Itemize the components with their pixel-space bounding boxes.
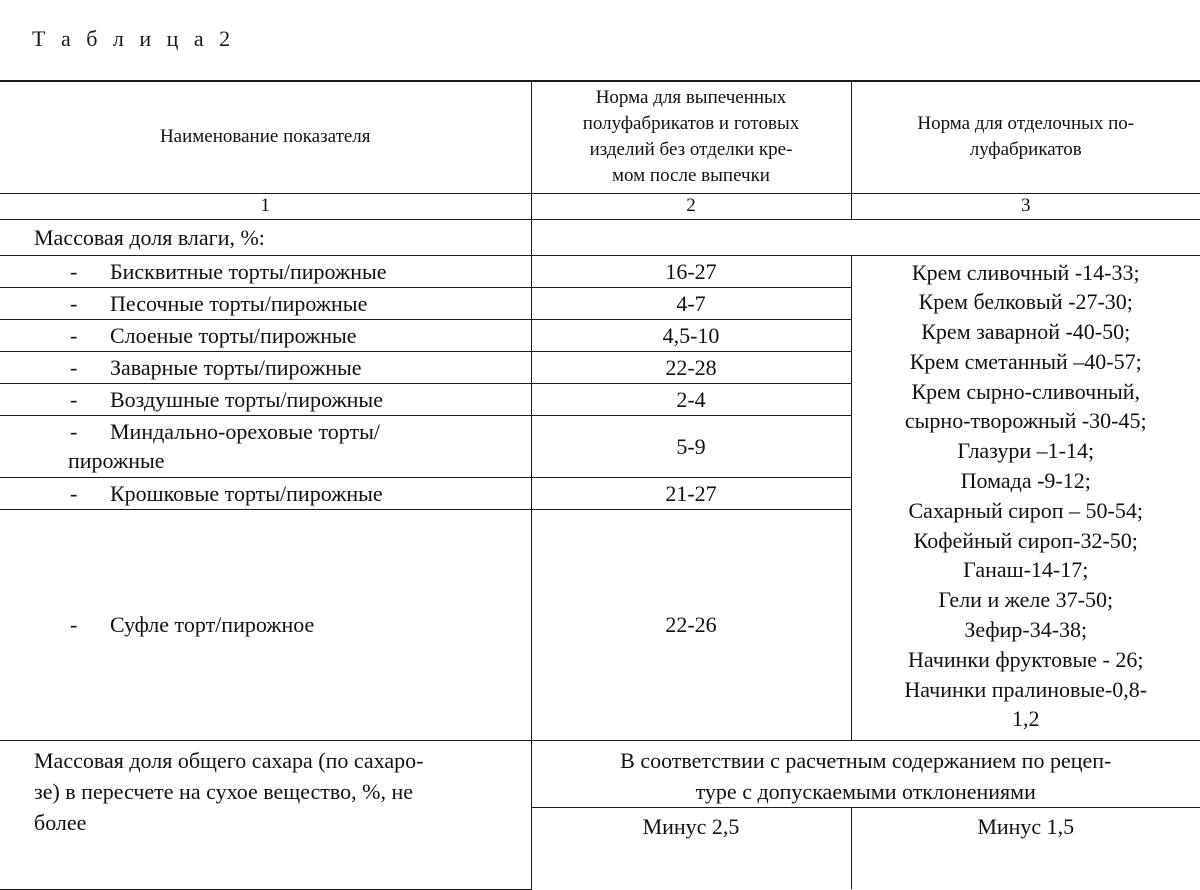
row-value: 22-26 [531,509,851,740]
row-value: 21-27 [531,477,851,509]
header-indicator-name: Наименование показателя [0,81,531,193]
finishing-norms-list [851,255,1200,740]
table-caption: Т а б л и ц а 2 [32,26,236,51]
finishing-norm-item: Крем белковый -27-30; [918,289,1133,315]
sugar-deviation-baked: Минус 2,5 [531,807,851,889]
column-number-3: 3 [851,193,1200,219]
column-number-row [0,193,1200,219]
table-row: - Слоеные торты/пирожные 4,5-10 [0,319,1200,351]
table-row: - Бисквитные торты/пирожные 16-27 Крем сливочный -14-33; Крем белковый -27-30; Крем заварной -40-50; Крем сметанный –40-57; Крем сырно-сливочный, сырно-творожный -30-45; Глазури –1-14; Помада -9-12; Сахарный сироп – 50-54; Кофейный сироп-32-50; Ганаш-14-17; Гели и желе 37-50; Зефир-34-38; Начинки фруктовые - 26; Начинки пралиновые-0,8- 1,2 [0,255,1200,287]
row-name: Суфле торт/пирожное [110,612,315,637]
header-row [0,81,1200,193]
finishing-norm-item: Крем заварной -40-50; [921,319,1131,345]
row-value: 4,5-10 [531,319,851,351]
finishing-norm-item: Кофейный сироп-32-50; [913,527,1138,553]
sugar-deviation-finishing: Минус 1,5 [851,807,1200,889]
finishing-norm-item: Крем сливочный -14-33; [911,259,1140,285]
finishing-norm-item: Зефир-34-38; [964,617,1088,643]
sugar-row [0,740,1200,807]
table-row: - Песочные торты/пирожные 4-7 [0,287,1200,319]
moisture-heading-blank [531,219,1200,255]
finishing-norm-item: Крем сырно-сливочный, [911,378,1141,404]
table-row: - Крошковые торты/пирожные 21-27 [0,477,1200,509]
finishing-norm-item: Глазури –1-14; [957,438,1095,464]
finishing-norm-item: Помада -9-12; [960,468,1091,494]
finishing-norm-item: Начинки пралиновые-0,8- [904,676,1148,702]
sugar-label: Массовая доля общего сахара (по сахаро- зе) в пересчете на сухое вещество, %, не более [0,740,531,889]
finishing-norm-item: Гели и желе 37-50; [938,587,1114,613]
row-value: 2-4 [531,383,851,415]
table-row: - Заварные торты/пирожные 22-28 [0,351,1200,383]
table-row: - Воздушные торты/пирожные 2-4 [0,383,1200,415]
row-value: 22-28 [531,351,851,383]
moisture-heading-row [0,219,1200,255]
header-finishing-norm: Норма для отделочных по- луфабрикатов [851,81,1200,193]
row-name: Песочные торты/пирожные [110,290,368,316]
finishing-norm-item: Крем сметанный –40-57; [909,348,1142,374]
row-value: 5-9 [531,415,851,477]
row-name: Слоеные торты/пирожные [110,322,357,348]
row-name: Воздушные торты/пирожные [110,386,383,412]
table-row: - Суфле торт/пирожное 22-26 [0,509,1200,740]
finishing-norm-item: 1,2 [1012,706,1040,732]
norms-table [0,80,1200,890]
row-value: 4-7 [531,287,851,319]
row-name: Заварные торты/пирожные [110,354,362,380]
column-number-2: 2 [531,193,851,219]
row-name: Крошковые торты/пирожные [110,480,383,506]
finishing-norm-item: Ганаш-14-17; [963,557,1089,583]
finishing-norm-item: Сахарный сироп – 50-54; [908,497,1143,523]
row-value: 16-27 [531,255,851,287]
finishing-norm-item: Начинки фруктовые - 26; [908,646,1144,672]
sugar-recipe-norm: В соответствии с расчетным содержанием по рецеп- туре с допускаемыми отклонениями [531,740,1200,807]
moisture-label: Массовая доля влаги, %: [0,219,531,255]
header-baked-norm: Норма для выпеченных полуфабрикатов и готовых изделий без отделки кре- мом после выпечки [531,81,851,193]
row-name: Миндально-ореховые торты/ [110,419,380,444]
row-name-continuation: пирожные [68,448,165,473]
row-name: Бисквитные торты/пирожные [110,258,387,284]
column-number-1: 1 [0,193,531,219]
finishing-norm-item: сырно-творожный -30-45; [904,408,1147,434]
table-row: - Миндально-ореховые торты/ пирожные 5-9 [0,415,1200,477]
